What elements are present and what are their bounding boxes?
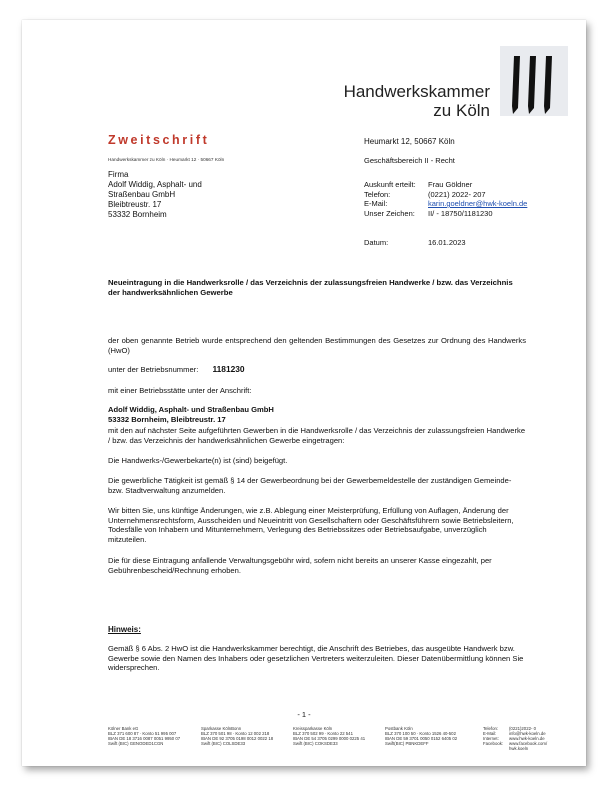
footer-line: BLZ 370 501 98 · Konto 12 002 218 — [201, 731, 270, 736]
footer-value: (0221)2022- 0 — [509, 726, 536, 731]
auskunft-label: Auskunft erteilt: — [364, 180, 416, 189]
footer-line: IBAN DE 92 3705 0198 0012 0022 18 — [201, 736, 274, 741]
footer-contact-labels — [483, 726, 503, 746]
recipient-line: Bleibtreustr. 17 — [108, 200, 162, 209]
footer-line: Kölner Bank eG — [108, 726, 139, 731]
datum-label: Datum: — [364, 238, 389, 247]
zeichen-label: Unser Zeichen: — [364, 208, 415, 218]
paragraph-4: Die Handwerks-/Gewerbekarte(n) ist (sind) beigefügt. — [108, 456, 288, 465]
footer-line: Swift(BIC) PBNKDEFF — [385, 741, 429, 746]
zeichen-value: II/ - 18750/1181230 — [428, 208, 493, 218]
datum-value: 16.01.2023 — [428, 238, 466, 247]
paragraph-7: Die für diese Eintragung anfallende Verwaltungsgebühr wird, sofern nicht bereits an unserer Kasse eingezahlt, per Gebührenbescheid/Rechnung erhoben. — [108, 556, 492, 575]
recipient-line: 53332 Bornheim — [108, 210, 167, 219]
footer-value: www.facebook.com/ — [509, 741, 548, 746]
footer-line: Swift (BIC) GENODED1CGN — [108, 741, 164, 746]
footer-line: BLZ 371 600 87 · Konto 51 995 007 — [108, 731, 177, 736]
betriebsnummer-line — [108, 365, 526, 375]
page-number: - 1 - — [297, 710, 311, 719]
footer-value: info@hwk-koeln.de — [509, 731, 546, 736]
email-label: E-Mail: — [364, 199, 388, 208]
auskunft-value: Frau Göldner — [428, 180, 473, 189]
hinweis-text: Gemäß § 6 Abs. 2 HwO ist die Handwerkskammer berechtigt, die Anschrift des Betriebes, das ausgeübte Handwerk bzw. Gewerbe sowie den Namen des Inhabers oder gesetzlichen Vertreters weiterzuleiten. Dieser Datenübermittlung können Sie widersprechen. — [108, 644, 524, 672]
betriebsnummer-label: unter der Betriebsnummer: — [108, 365, 199, 374]
footer-line: Swift (BIC) COLSDE33 — [201, 741, 246, 746]
betriebsnummer-value: 1181230 — [212, 364, 245, 374]
department: Geschäftsbereich II - Recht — [364, 156, 455, 165]
footer-line: Kreissparkasse Köln — [293, 726, 333, 731]
footer-label: E-Mail: — [483, 731, 497, 736]
info-labels — [364, 180, 416, 218]
org-name-line1: Handwerkskammer — [343, 82, 490, 101]
footer-value: hwk.koeln — [509, 746, 529, 751]
footer-line: Postbank Köln — [385, 726, 413, 731]
subject-line: Neueintragung in die Handwerksrolle / das Verzeichnis der zulassungsfreien Handwerke / bzw. das Verzeichnis der handwerksähnlichen Gewerbe — [108, 278, 513, 297]
hwk-logo-icon — [500, 46, 568, 116]
org-name-line2: zu Köln — [433, 101, 490, 120]
company-line1: Adolf Widdig, Asphalt- und Straßenbau GmbH — [108, 405, 274, 414]
footer-value: www.hwk-koeln.de — [509, 736, 545, 741]
zweitschrift-stamp: Zweitschrift — [108, 133, 210, 147]
footer-line: Sparkasse KölnBonn — [201, 726, 242, 731]
footer-line: IBAN DE 18 3716 0087 0051 9950 07 — [108, 736, 181, 741]
telefon-value: (0221) 2022- 207 — [428, 189, 486, 199]
org-name — [344, 82, 490, 120]
paragraph-1: der oben genannte Betrieb wurde entsprechend den geltenden Bestimmungen des Gesetzes zur Ordnung des Handwerks (HwO) — [108, 336, 526, 355]
hinweis-title: Hinweis: — [108, 625, 141, 634]
company-line2: 53332 Bornheim, Bleibtreustr. 17 — [108, 414, 226, 424]
footer-contact-values — [509, 726, 547, 751]
paragraph-3: mit den auf nächster Seite aufgeführten Gewerben in die Handwerksrolle / das Verzeichnis der zulassungsfreien Handwerke / bzw. das Verzeichnis der handwerksähnlichen Gewerbe eingetragen: — [108, 426, 526, 445]
email-link[interactable]: karin.goeldner@hwk-koeln.de — [428, 199, 528, 208]
footer-label: Telefon: — [483, 726, 499, 731]
company-address — [108, 405, 526, 424]
header-address: Heumarkt 12, 50667 Köln — [364, 137, 455, 146]
footer-label: Internet: — [483, 736, 499, 741]
footer-line: Swift (BIC) COKSDE33 — [293, 741, 338, 746]
recipient-line: Firma — [108, 170, 129, 179]
footer-bank-postbank — [385, 726, 457, 746]
footer-line: BLZ 370 100 50 · Konto 1526 40-502 — [385, 731, 456, 736]
letter-page — [22, 20, 586, 766]
recipient-line: Straßenbau GmbH — [108, 190, 176, 199]
footer-line: IBAN DE 59 3701 0050 0152 6405 02 — [385, 736, 458, 741]
footer-line: IBAN DE 54 3705 0299 0000 0225 41 — [293, 736, 366, 741]
footer-label: Facebook: — [483, 741, 504, 746]
recipient-address — [108, 170, 202, 220]
paragraph-6: Wir bitten Sie, uns künftige Änderungen, wie z.B. Ablegung einer Meisterprüfung, Erfüllung von Auflagen, Änderung der Unternehmensrechtsform, Ausscheiden und Neueintritt von Gesellschaftern oder Geschäftsführern sowie Betriebsleitern, Todesfälle von Inhabern und Mitunternehmern, Verlegung des Betriebssitzes oder Betriebsaufgabe, unverzüglich mitzuteilen. — [108, 506, 514, 544]
info-values — [428, 180, 527, 218]
footer-line: BLZ 370 502 99 · Konto 22 541 — [293, 731, 353, 736]
telefon-label: Telefon: — [364, 189, 391, 199]
footer-bank-kreissparkasse — [293, 726, 365, 746]
hwk-logo — [500, 46, 568, 116]
recipient-line: Adolf Widdig, Asphalt- und — [108, 180, 202, 189]
paragraph-2: mit einer Betriebsstätte unter der Anschrift: — [108, 386, 252, 395]
footer-bank-koelner — [108, 726, 180, 746]
footer-bank-sparkasse — [201, 726, 273, 746]
sender-line: Handwerkskammer zu Köln · Heumarkt 12 · 50667 Köln — [108, 157, 225, 162]
paragraph-5: Die gewerbliche Tätigkeit ist gemäß § 14 der Gewerbeordnung bei der Gewerbemeldestelle der zuständigen Gemeinde- bzw. Stadtverwaltung anzumelden. — [108, 476, 512, 495]
